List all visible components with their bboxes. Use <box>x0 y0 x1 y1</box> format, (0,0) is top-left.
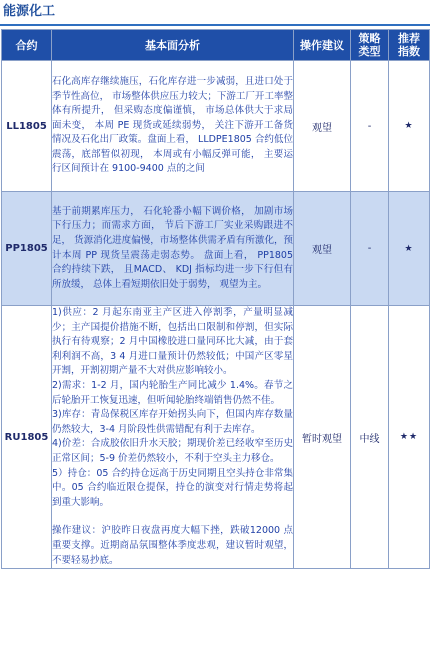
header-strategy <box>351 30 389 61</box>
table-row-ru1805 <box>2 306 430 569</box>
contract-code: LL1805 <box>2 61 52 192</box>
contract-code: PP1805 <box>2 192 52 306</box>
header-rating <box>389 30 430 61</box>
analysis-paragraph-demand: 2)需求：1-2 月，国内轮胎生产同比减少 1.4%。春节之后轮胎开工恢复迅速，但听闻轮胎终端销售仍然不佳。 <box>52 379 293 406</box>
strategy-cell: - <box>351 61 389 192</box>
analysis-text: 石化高库存继续施压，石化库存进一步减弱，且进口处于季节性高位， 市场整体供应压力较大；下游工厂开工率整体有所提升， 但采购态度偏谨慎， 市场总体供大于求局面未变， 本周 PE 现货或延续弱势， 关注下游开工备货情况及石化出厂政策。盘面上看， LLDPE1805 合约低位震荡，底部暂似初现， 本周或有小幅反弹可能， 主要运行区间预计在 9100-9400 点的之间 <box>52 61 294 192</box>
table-row-pp1805 <box>2 192 430 306</box>
table-row-ll1805 <box>2 61 430 192</box>
analysis-paragraph-spread: 4)价差：合成胶依旧升水天胶；期现价差已经收窄至历史正常区间；5-9 价差仍然较小，不利于空头主力移仓。 <box>52 438 293 464</box>
rating-stars: ★ <box>389 61 430 192</box>
header-analysis: 基本面分析 <box>52 30 294 61</box>
advice-cell: 暂时观望 <box>294 306 351 569</box>
section-title: 能源化工 <box>0 0 430 26</box>
header-strategy-line2: 类型 <box>358 45 381 58</box>
header-rating-line1: 推荐 <box>398 32 420 45</box>
strategy-cell: - <box>351 192 389 306</box>
analysis-text <box>52 306 294 569</box>
advice-cell: 观望 <box>294 61 351 192</box>
rating-stars: ★ <box>389 192 430 306</box>
header-advice: 操作建议 <box>294 30 351 61</box>
header-contract: 合约 <box>2 30 52 61</box>
analysis-paragraph-position: 5）持仓：05 合约持仓远高于历史同期且空头持仓非常集中。05 合约临近限仓提保，持仓的演变对行情走势将起到重大影响。 <box>52 467 293 508</box>
analysis-paragraph-advice: 操作建议：沪胶昨日夜盘再度大幅下挫，跌破12000 点重要支撑。近期商品氛围整体季度悲观，建议暂时观望，不要轻易抄底。 <box>52 525 293 566</box>
header-strategy-line1: 策略 <box>358 32 381 45</box>
analysis-paragraph-inventory: 3)库存：青岛保税区库存开始拐头向下，但国内库存数量仍然较大，3-4 月阶段性供需错配有利于去库存。 <box>52 409 293 435</box>
futures-table <box>1 29 430 569</box>
header-rating-line2: 指数 <box>398 45 420 58</box>
contract-code: RU1805 <box>2 306 52 569</box>
advice-cell: 观望 <box>294 192 351 306</box>
analysis-paragraph-supply: 1)供应：2 月起东南亚主产区进入停割季，产量明显减少；主产国提价措施不断，包括出口限制和停割，但实际执行有待观察；2 月中国橡胶进口量同环比大减，由于套利利润不高，3 4 月进口量预计仍然较低；中国产区零星开割，开割初期产量不大对供应影响较小。 <box>52 307 293 377</box>
table-header-row <box>2 30 430 61</box>
rating-stars: ★★ <box>389 306 430 569</box>
strategy-cell: 中线 <box>351 306 389 569</box>
analysis-text: 基于前期累库压力， 石化轮番小幅下调价格， 加剧市场下行压力；而需求方面， 节后下游工厂实业采购跟进不足， 货源消化进度偏慢，市场整体供需矛盾有所激化，预计本周 PP 现货呈震荡走弱态势。 盘面上看， PP1805 合约持续下跌， 且MACD、 KDJ 指标均进一步下行但有所放缓， 总体上看短期依旧处于弱势， 观望为主。 <box>52 192 294 306</box>
paragraph-gap <box>52 510 293 524</box>
